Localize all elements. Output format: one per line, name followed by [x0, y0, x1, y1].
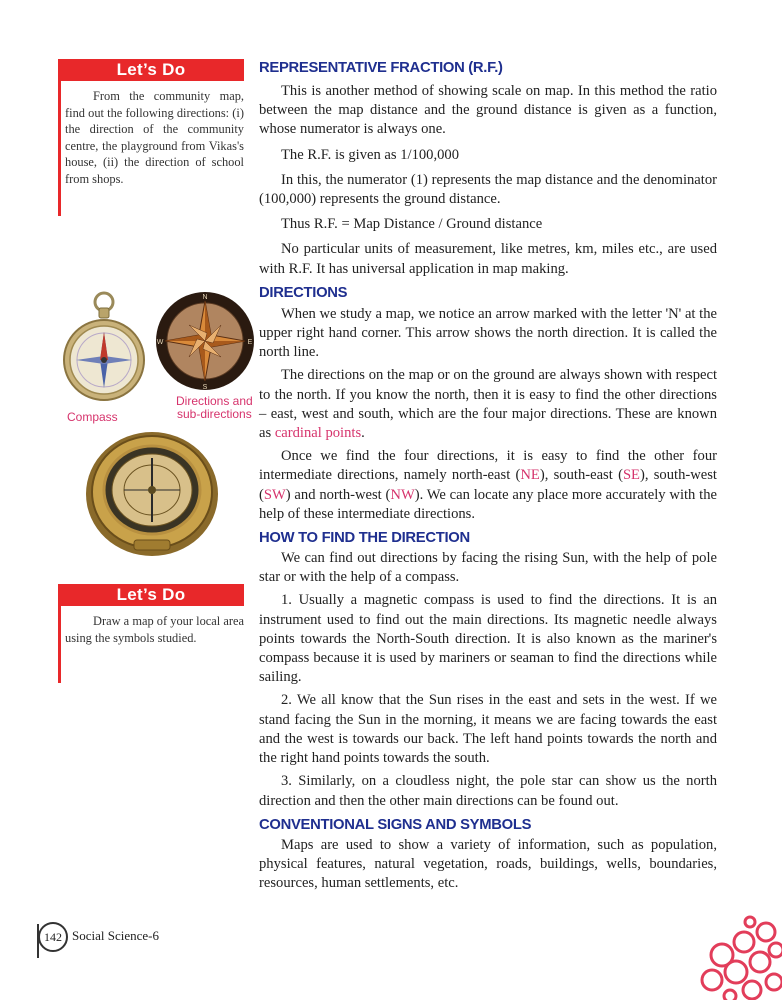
- compass-rose-illustration: [155, 291, 255, 391]
- heading-directions: DIRECTIONS: [259, 284, 348, 301]
- term-cardinal-points: cardinal points: [274, 425, 362, 442]
- lets-do-box-2: [58, 584, 244, 683]
- rose-letter-w: W: [156, 339, 164, 346]
- heading-representative-fraction: REPRESENTATIVE FRACTION (R.F.): [259, 60, 503, 76]
- term-nw: NW: [390, 486, 415, 503]
- decorative-circles-icon: [692, 910, 782, 1000]
- rf-paragraph-1: This is another method of showing scale on map. In this method the ratio between the map distance and the ground distance is given as a function, whose numerator is always one.: [259, 83, 717, 138]
- directions-paragraph-3: Once we find the four directions, it is easy to find the other four intermediate directions, namely north-east (NE), south-east (SE), south-west (SW) and north-west (NW). We can locate any place more accurately with the help of these intermediate directions.: [259, 448, 717, 522]
- page-number: 142: [38, 922, 68, 952]
- lets-do-text-1: From the community map, find out the following directions: (i) the direction of the community centre, the playground from Vikas's house, (ii) the direction of school from shops.: [65, 89, 244, 186]
- main-content: [259, 60, 717, 893]
- how-paragraph-3: 2. We all know that the Sun rises in the east and sets in the west. If we stand facing the Sun in the morning, it means we are facing towards the east and the west is towards our back. The left hand points towards the north and the right hand points towards the south.: [259, 692, 717, 767]
- how-paragraph-4: 3. Similarly, on a cloudless night, the pole star can show us the north direction and then the other main directions can be found out.: [259, 773, 717, 809]
- conventional-paragraph-1: Maps are used to show a variety of information, such as population, physical features, natural vegetation, roads, buildings, wells, boundaries, resources, human settlements, etc.: [259, 836, 717, 892]
- lets-do-text-2: Draw a map of your local area using the symbols studied.: [65, 614, 244, 645]
- caption-compass: Compass: [67, 410, 118, 424]
- rf-paragraph-4: Thus R.F. = Map Distance / Ground distance: [281, 216, 543, 233]
- book-title: Social Science-6: [72, 928, 159, 943]
- directions-paragraph-1: When we study a map, we notice an arrow marked with the letter 'N' at the upper right hand corner. This arrow shows the north direction. It is called the north line.: [259, 305, 717, 361]
- rose-letter-n: N: [202, 294, 208, 301]
- term-sw: SW: [263, 486, 286, 503]
- directions-paragraph-2: The directions on the map or on the ground are always shown with respect to the north. If you know the north, then it is easy to find the other directions – east, west and south, which are the four major directions. These are known as cardinal points.: [259, 367, 717, 442]
- caption-directions: Directions and sub-directions: [176, 394, 253, 421]
- mariner-compass-illustration: [82, 428, 222, 558]
- pocket-compass-illustration: [62, 288, 146, 408]
- how-paragraph-2: 1. Usually a magnetic compass is used to find the directions. It is an instrument used to find out the main directions. Its magnetic needle always points towards the North-South direction. It is also known as the mariner's compass because it is used by mariners or seaman to find the directions while sailing.: [259, 592, 717, 686]
- lets-do-title-2: Let’s Do: [58, 584, 244, 606]
- heading-how-to-find-direction: HOW TO FIND THE DIRECTION: [259, 530, 470, 547]
- lets-do-title-1: Let’s Do: [58, 59, 244, 81]
- rf-paragraph-3: In this, the numerator (1) represents the map distance and the denominator (100,000) represents the ground distance.: [259, 171, 717, 208]
- how-paragraph-1: We can find out directions by facing the rising Sun, with the help of pole star or with the help of a compass.: [259, 550, 717, 586]
- rose-letter-e: E: [247, 339, 253, 346]
- lets-do-box-1: [58, 59, 244, 216]
- rose-letter-s: S: [202, 384, 208, 391]
- rf-paragraph-2: The R.F. is given as 1/100,000: [281, 146, 460, 163]
- term-ne: NE: [520, 467, 540, 484]
- term-se: SE: [622, 467, 640, 484]
- rf-paragraph-5: No particular units of measurement, like metres, km, miles etc., are used with R.F. It has universal application in map making.: [259, 241, 717, 277]
- heading-conventional-signs: CONVENTIONAL SIGNS AND SYMBOLS: [259, 816, 532, 833]
